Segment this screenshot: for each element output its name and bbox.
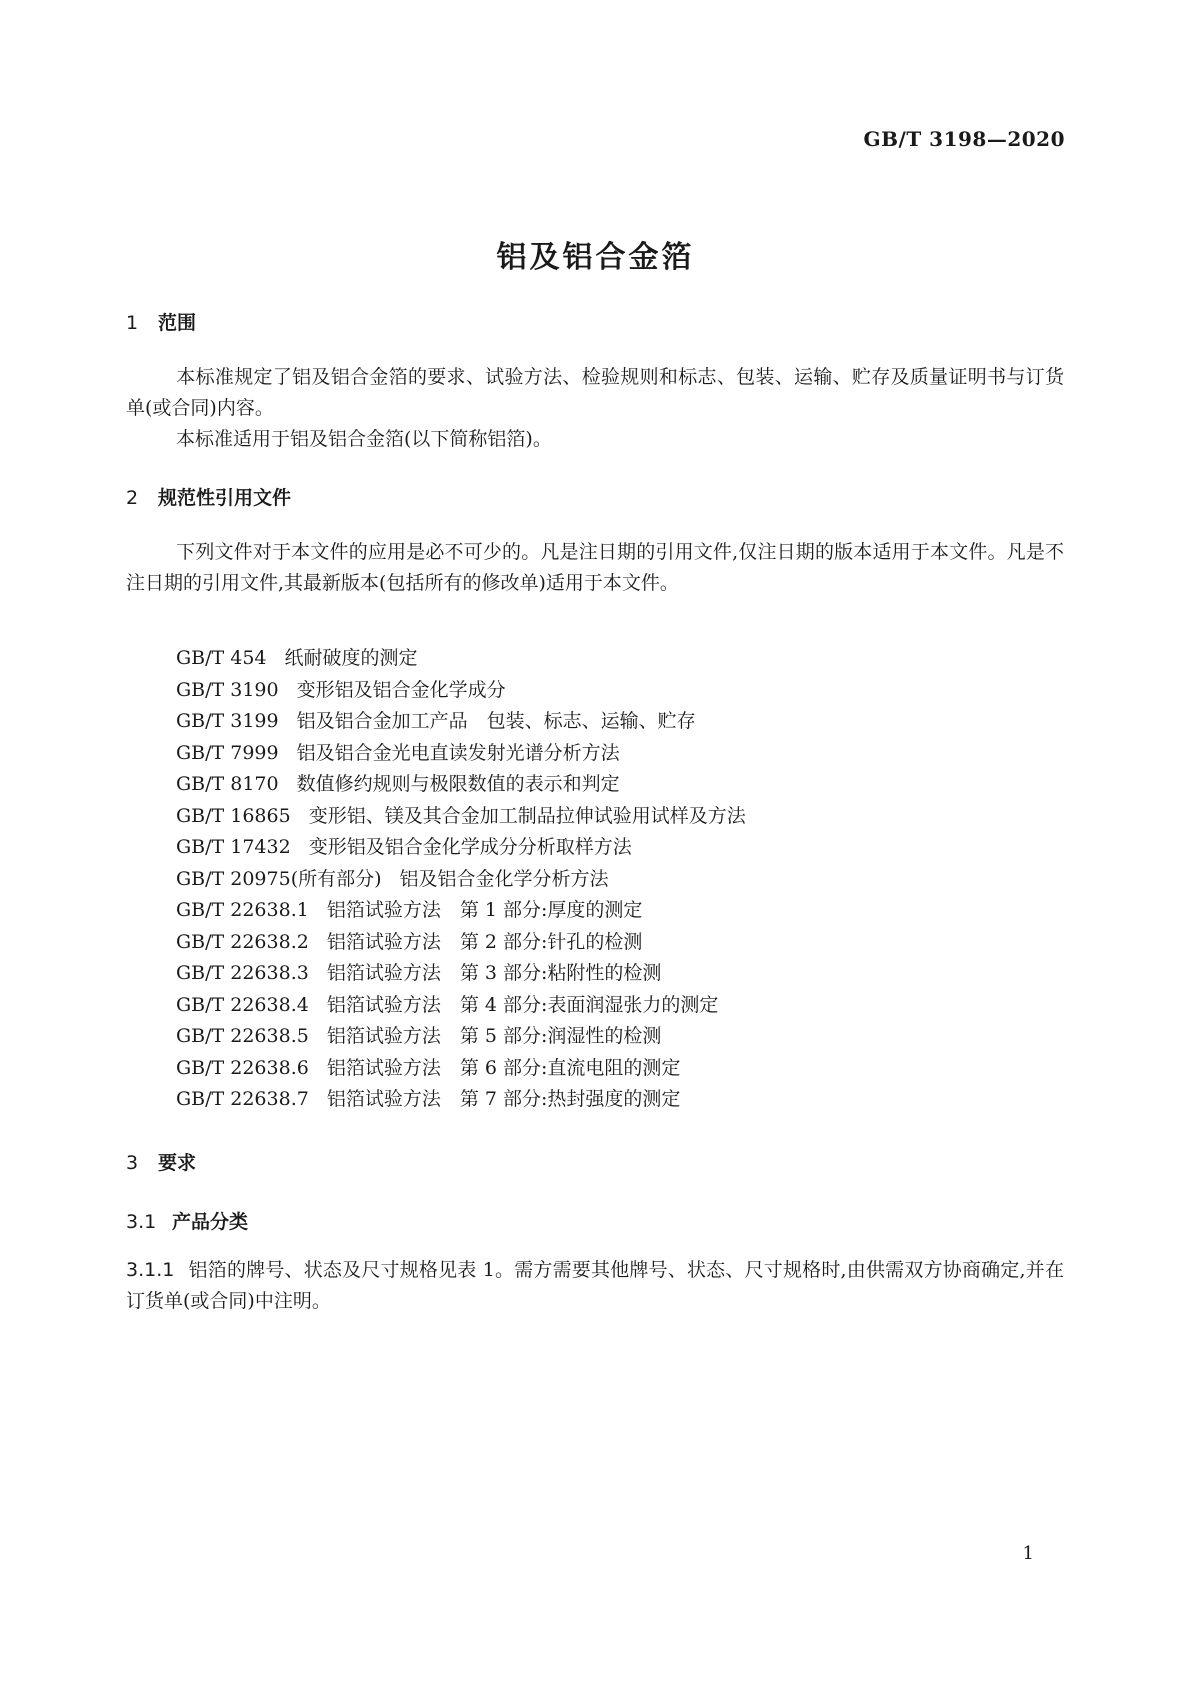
reference-name: 铝箔试验方法 第 1 部分:厚度的测定 <box>326 899 643 921</box>
reference-name: 铝箔试验方法 第 5 部分:润湿性的检测 <box>326 1025 662 1047</box>
reference-code: GB/T 3199 <box>176 710 279 732</box>
clause-number: 3.1.1 <box>126 1259 175 1281</box>
reference-code: GB/T 22638.4 <box>176 993 309 1016</box>
reference-name: 铝箔试验方法 第 7 部分:热封强度的测定 <box>326 1088 681 1110</box>
section-heading-normative-references <box>126 483 291 510</box>
reference-code: GB/T 22638.6 <box>176 1056 309 1079</box>
reference-item <box>176 706 746 738</box>
reference-item <box>176 801 746 833</box>
scope-paragraph-2: 本标准适用于铝及铝合金箔(以下简称铝箔)。 <box>176 428 552 450</box>
section-title: 要求 <box>158 1152 197 1174</box>
section-number: 3 <box>126 1152 139 1174</box>
reference-item <box>176 990 746 1022</box>
reference-name: 铝及铝合金加工产品 包装、标志、运输、贮存 <box>296 710 696 732</box>
reference-item <box>176 643 746 675</box>
section-heading-scope <box>126 308 196 335</box>
reference-code: GB/T 22638.3 <box>176 962 309 984</box>
reference-name: 纸耐破度的测定 <box>284 647 418 669</box>
section-number: 2 <box>126 487 139 509</box>
reference-code: GB/T 8170 <box>176 773 279 795</box>
references-intro-paragraph: 下列文件对于本文件的应用是必不可少的。凡是注日期的引用文件,仅注日期的版本适用于本文件。凡是不注日期的引用文件,其最新版本(包括所有的修改单)适用于本文件。 <box>126 541 1064 594</box>
reference-item <box>176 1021 746 1053</box>
reference-list <box>176 643 746 1116</box>
scope-paragraph-1: 本标准规定了铝及铝合金箔的要求、试验方法、检验规则和标志、包装、运输、贮存及质量证明书与订货单(或合同)内容。 <box>126 366 1064 419</box>
reference-name: 铝箔试验方法 第 2 部分:针孔的检测 <box>326 930 643 953</box>
reference-item <box>176 738 746 770</box>
reference-name: 铝箔试验方法 第 4 部分:表面润湿张力的测定 <box>326 993 719 1016</box>
reference-item <box>176 675 746 707</box>
section-heading-requirements <box>126 1148 196 1175</box>
reference-code: GB/T 20975(所有部分) <box>176 867 382 890</box>
section-title: 产品分类 <box>172 1211 249 1233</box>
reference-item <box>176 864 746 896</box>
page-title: 铝及铝合金箔 <box>496 240 695 275</box>
reference-code: GB/T 16865 <box>176 804 291 827</box>
standard-code: GB/T 3198—2020 <box>863 127 1065 151</box>
reference-item <box>176 1053 746 1085</box>
reference-name: 数值修约规则与极限数值的表示和判定 <box>296 773 620 795</box>
reference-name: 铝及铝合金光电直读发射光谱分析方法 <box>296 741 620 764</box>
reference-name: 铝及铝合金化学分析方法 <box>399 867 609 890</box>
reference-item <box>176 769 746 801</box>
reference-name: 变形铝及铝合金化学成分 <box>296 678 506 701</box>
reference-code: GB/T 17432 <box>176 836 291 858</box>
section-number: 3.1 <box>126 1211 157 1233</box>
reference-item <box>176 895 746 927</box>
reference-code: GB/T 7999 <box>176 741 279 764</box>
reference-code: GB/T 22638.1 <box>176 899 309 921</box>
section-number: 1 <box>126 312 139 334</box>
reference-name: 铝箔试验方法 第 3 部分:粘附性的检测 <box>326 962 662 984</box>
reference-code: GB/T 454 <box>176 647 267 669</box>
clause-text: 铝箔的牌号、状态及尺寸规格见表 1。需方需要其他牌号、状态、尺寸规格时,由供需双方协商确定,并在订货单(或合同)中注明。 <box>126 1259 1064 1312</box>
reference-code: GB/T 3190 <box>176 678 279 701</box>
reference-name: 铝箔试验方法 第 6 部分:直流电阻的测定 <box>326 1056 681 1079</box>
subsection-heading-product-classification <box>126 1207 248 1234</box>
reference-item <box>176 927 746 959</box>
reference-item <box>176 832 746 864</box>
reference-code: GB/T 22638.7 <box>176 1088 309 1110</box>
reference-item <box>176 958 746 990</box>
page-number: 1 <box>1022 1543 1034 1564</box>
clause-3-1-1-paragraph <box>126 1255 1064 1317</box>
section-title: 规范性引用文件 <box>158 487 292 509</box>
section-title: 范围 <box>158 312 197 334</box>
reference-name: 变形铝及铝合金化学成分分析取样方法 <box>308 836 632 858</box>
reference-code: GB/T 22638.5 <box>176 1025 309 1047</box>
reference-name: 变形铝、镁及其合金加工制品拉伸试验用试样及方法 <box>308 804 746 827</box>
reference-item <box>176 1084 746 1116</box>
reference-code: GB/T 22638.2 <box>176 930 309 953</box>
